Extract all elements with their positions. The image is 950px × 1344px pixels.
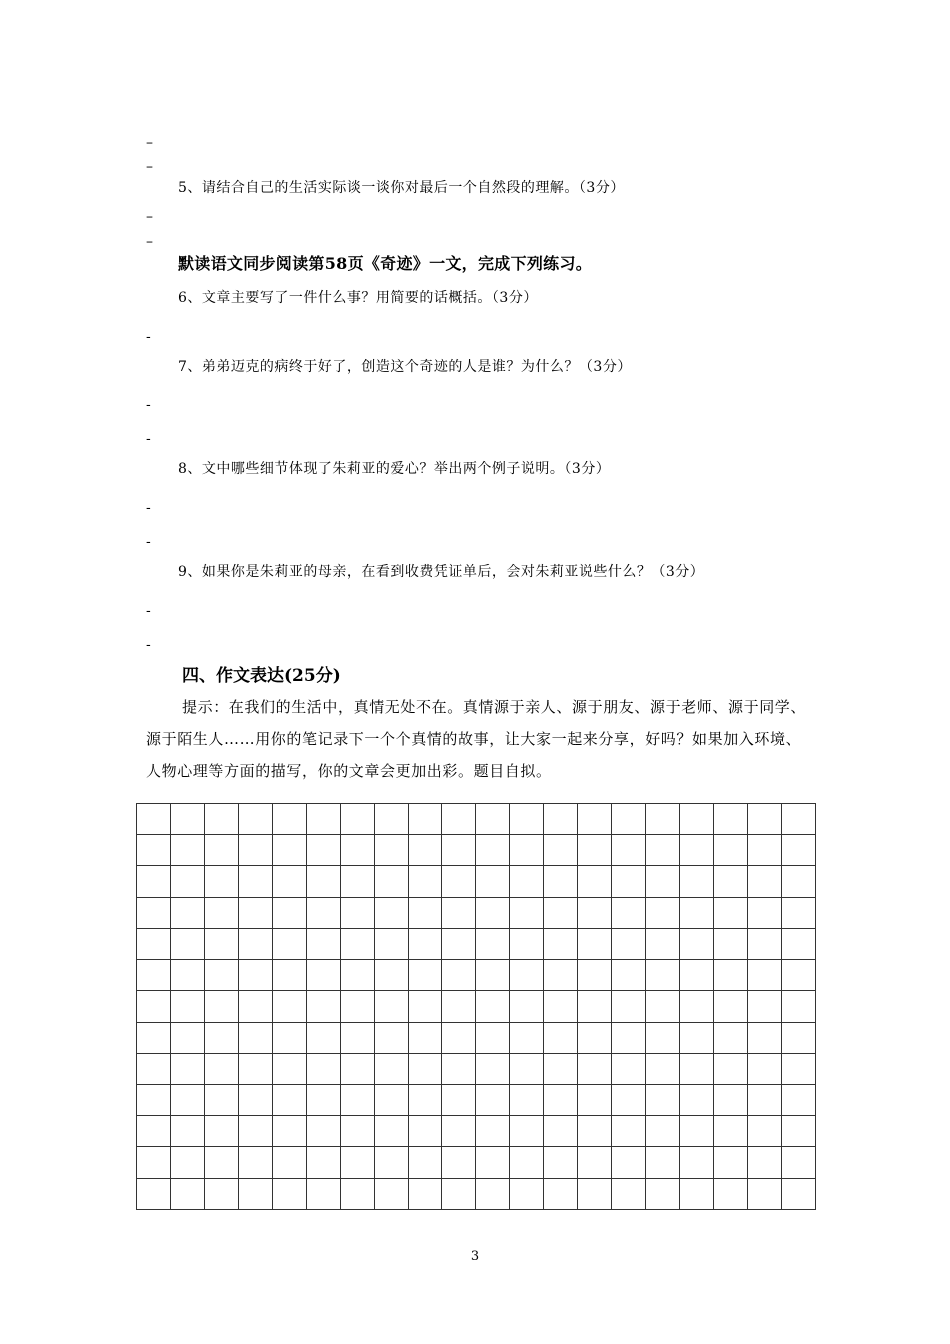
- grid-cell[interactable]: [747, 1178, 781, 1209]
- grid-cell[interactable]: [306, 897, 340, 928]
- grid-cell[interactable]: [374, 1084, 408, 1115]
- grid-cell[interactable]: [170, 1178, 204, 1209]
- grid-cell[interactable]: [747, 804, 781, 835]
- grid-cell[interactable]: [476, 928, 510, 959]
- grid-cell[interactable]: [374, 835, 408, 866]
- grid-cell[interactable]: [476, 866, 510, 897]
- grid-cell[interactable]: [238, 1053, 272, 1084]
- grid-cell[interactable]: [476, 1084, 510, 1115]
- grid-cell[interactable]: [137, 960, 171, 991]
- grid-cell[interactable]: [612, 1022, 646, 1053]
- grid-cell[interactable]: [476, 991, 510, 1022]
- grid-cell[interactable]: [476, 1178, 510, 1209]
- grid-cell[interactable]: [170, 1022, 204, 1053]
- grid-cell[interactable]: [137, 1178, 171, 1209]
- grid-cell[interactable]: [204, 835, 238, 866]
- grid-cell[interactable]: [442, 804, 476, 835]
- grid-cell[interactable]: [680, 1147, 714, 1178]
- grid-cell[interactable]: [510, 1053, 544, 1084]
- grid-cell[interactable]: [137, 804, 171, 835]
- grid-cell[interactable]: [578, 866, 612, 897]
- grid-cell[interactable]: [680, 960, 714, 991]
- grid-cell[interactable]: [747, 991, 781, 1022]
- grid-row: [137, 1053, 816, 1084]
- grid-cell[interactable]: [238, 897, 272, 928]
- grid-cell[interactable]: [170, 991, 204, 1022]
- grid-row: [137, 991, 816, 1022]
- grid-cell[interactable]: [747, 1147, 781, 1178]
- grid-cell[interactable]: [680, 804, 714, 835]
- grid-cell[interactable]: [170, 928, 204, 959]
- grid-cell[interactable]: [306, 1084, 340, 1115]
- grid-cell[interactable]: [137, 991, 171, 1022]
- grid-cell[interactable]: [544, 1022, 578, 1053]
- grid-cell[interactable]: [680, 835, 714, 866]
- grid-cell[interactable]: [306, 1147, 340, 1178]
- grid-cell[interactable]: [408, 835, 442, 866]
- answer-line-marker: –: [146, 135, 153, 151]
- grid-cell[interactable]: [781, 1084, 815, 1115]
- grid-cell[interactable]: [137, 897, 171, 928]
- grid-cell[interactable]: [170, 960, 204, 991]
- grid-cell[interactable]: [646, 1147, 680, 1178]
- grid-cell[interactable]: [612, 866, 646, 897]
- grid-cell[interactable]: [272, 1022, 306, 1053]
- grid-cell[interactable]: [646, 835, 680, 866]
- grid-cell[interactable]: [578, 1147, 612, 1178]
- grid-cell[interactable]: [612, 960, 646, 991]
- grid-cell[interactable]: [713, 1022, 747, 1053]
- grid-cell[interactable]: [374, 1116, 408, 1147]
- grid-cell[interactable]: [272, 1116, 306, 1147]
- grid-row: [137, 1084, 816, 1115]
- grid-cell[interactable]: [578, 1084, 612, 1115]
- grid-cell[interactable]: [544, 1084, 578, 1115]
- grid-cell[interactable]: [680, 1053, 714, 1084]
- grid-cell[interactable]: [306, 1178, 340, 1209]
- grid-cell[interactable]: [781, 1116, 815, 1147]
- grid-cell[interactable]: [306, 991, 340, 1022]
- grid-cell[interactable]: [747, 866, 781, 897]
- grid-row: [137, 960, 816, 991]
- grid-cell[interactable]: [713, 1116, 747, 1147]
- grid-cell[interactable]: [374, 897, 408, 928]
- grid-cell[interactable]: [340, 866, 374, 897]
- grid-cell[interactable]: [340, 928, 374, 959]
- grid-cell[interactable]: [137, 1147, 171, 1178]
- grid-cell[interactable]: [340, 835, 374, 866]
- grid-cell[interactable]: [340, 1178, 374, 1209]
- grid-cell[interactable]: [170, 1147, 204, 1178]
- grid-cell[interactable]: [340, 1022, 374, 1053]
- grid-cell[interactable]: [646, 991, 680, 1022]
- grid-cell[interactable]: [340, 804, 374, 835]
- grid-cell[interactable]: [272, 991, 306, 1022]
- grid-cell[interactable]: [646, 1116, 680, 1147]
- question-9: 9、如果你是朱莉亚的母亲，在看到收费凭证单后，会对朱莉亚说些什么？（3分）: [178, 564, 705, 580]
- grid-cell[interactable]: [204, 928, 238, 959]
- grid-cell[interactable]: [272, 1178, 306, 1209]
- grid-cell[interactable]: [544, 928, 578, 959]
- grid-cell[interactable]: [272, 897, 306, 928]
- grid-cell[interactable]: [578, 1178, 612, 1209]
- grid-cell[interactable]: [340, 897, 374, 928]
- grid-cell[interactable]: [137, 835, 171, 866]
- page-number: 3: [470, 1249, 480, 1264]
- grid-cell[interactable]: [544, 866, 578, 897]
- grid-cell[interactable]: [137, 1116, 171, 1147]
- grid-cell[interactable]: [170, 1084, 204, 1115]
- grid-cell[interactable]: [510, 1147, 544, 1178]
- grid-cell[interactable]: [544, 1178, 578, 1209]
- grid-cell[interactable]: [544, 804, 578, 835]
- grid-cell[interactable]: [137, 866, 171, 897]
- grid-cell[interactable]: [781, 991, 815, 1022]
- grid-row: [137, 1178, 816, 1209]
- grid-cell[interactable]: [238, 1178, 272, 1209]
- grid-cell[interactable]: [544, 1147, 578, 1178]
- grid-cell[interactable]: [781, 1147, 815, 1178]
- grid-cell[interactable]: [680, 1116, 714, 1147]
- grid-cell[interactable]: [204, 1178, 238, 1209]
- grid-cell[interactable]: [306, 1022, 340, 1053]
- grid-cell[interactable]: [272, 1084, 306, 1115]
- grid-cell[interactable]: [747, 1084, 781, 1115]
- answer-line-marker: -: [146, 603, 151, 619]
- grid-cell[interactable]: [272, 1053, 306, 1084]
- grid-cell[interactable]: [272, 1147, 306, 1178]
- grid-cell[interactable]: [713, 804, 747, 835]
- grid-cell[interactable]: [578, 804, 612, 835]
- grid-cell[interactable]: [510, 897, 544, 928]
- grid-cell[interactable]: [578, 960, 612, 991]
- grid-cell[interactable]: [170, 1116, 204, 1147]
- grid-cell[interactable]: [781, 960, 815, 991]
- grid-cell[interactable]: [747, 835, 781, 866]
- grid-cell[interactable]: [408, 1022, 442, 1053]
- grid-cell[interactable]: [408, 804, 442, 835]
- grid-cell[interactable]: [781, 835, 815, 866]
- grid-cell[interactable]: [680, 991, 714, 1022]
- grid-cell[interactable]: [578, 928, 612, 959]
- grid-cell[interactable]: [442, 1022, 476, 1053]
- grid-cell[interactable]: [306, 928, 340, 959]
- grid-cell[interactable]: [713, 1178, 747, 1209]
- grid-cell[interactable]: [578, 1053, 612, 1084]
- grid-cell[interactable]: [713, 1084, 747, 1115]
- grid-cell[interactable]: [646, 866, 680, 897]
- grid-cell[interactable]: [306, 866, 340, 897]
- grid-cell[interactable]: [374, 1178, 408, 1209]
- grid-cell[interactable]: [137, 928, 171, 959]
- answer-line-marker: -: [146, 397, 151, 413]
- grid-cell[interactable]: [170, 1053, 204, 1084]
- grid-cell[interactable]: [408, 1116, 442, 1147]
- grid-cell[interactable]: [408, 866, 442, 897]
- grid-cell[interactable]: [578, 1116, 612, 1147]
- grid-cell[interactable]: [340, 1147, 374, 1178]
- grid-cell[interactable]: [646, 1084, 680, 1115]
- grid-row: [137, 897, 816, 928]
- grid-cell[interactable]: [238, 960, 272, 991]
- grid-cell[interactable]: [306, 804, 340, 835]
- grid-cell[interactable]: [374, 1147, 408, 1178]
- grid-cell[interactable]: [612, 1116, 646, 1147]
- grid-row: [137, 835, 816, 866]
- grid-cell[interactable]: [680, 866, 714, 897]
- answer-line-marker: –: [146, 159, 153, 175]
- grid-cell[interactable]: [781, 897, 815, 928]
- grid-cell[interactable]: [781, 1053, 815, 1084]
- grid-cell[interactable]: [713, 960, 747, 991]
- grid-cell[interactable]: [442, 928, 476, 959]
- grid-cell[interactable]: [612, 1178, 646, 1209]
- grid-cell[interactable]: [680, 1178, 714, 1209]
- grid-row: [137, 928, 816, 959]
- grid-cell[interactable]: [408, 897, 442, 928]
- grid-cell[interactable]: [442, 960, 476, 991]
- grid-cell[interactable]: [612, 897, 646, 928]
- question-5: 5、请结合自己的生活实际谈一谈你对最后一个自然段的理解。（3分）: [178, 180, 625, 196]
- grid-cell[interactable]: [408, 1178, 442, 1209]
- grid-cell[interactable]: [713, 1053, 747, 1084]
- grid-cell[interactable]: [442, 835, 476, 866]
- grid-cell[interactable]: [476, 1022, 510, 1053]
- grid-cell[interactable]: [442, 1178, 476, 1209]
- reading-instruction: 默读语文同步阅读第58页《奇迹》一文，完成下列练习。: [178, 254, 593, 273]
- grid-cell[interactable]: [781, 928, 815, 959]
- grid-row: [137, 866, 816, 897]
- grid-cell[interactable]: [204, 866, 238, 897]
- grid-cell[interactable]: [680, 928, 714, 959]
- grid-cell[interactable]: [238, 1084, 272, 1115]
- grid-cell[interactable]: [510, 960, 544, 991]
- grid-cell[interactable]: [272, 804, 306, 835]
- grid-cell[interactable]: [544, 1116, 578, 1147]
- grid-cell[interactable]: [374, 1053, 408, 1084]
- essay-prompt: 提示：在我们的生活中，真情无处不在。真情源于亲人、源于朋友、源于老师、源于同学、源于陌生人……用你的笔记录下一个个真情的故事，让大家一起来分享，好吗？如果加入环境、人物心理等方面的描写，你的文章会更加出彩。题目自拟。: [146, 698, 807, 780]
- grid-cell[interactable]: [170, 804, 204, 835]
- grid-cell[interactable]: [476, 897, 510, 928]
- grid-cell[interactable]: [544, 835, 578, 866]
- grid-cell[interactable]: [340, 1116, 374, 1147]
- grid-cell[interactable]: [170, 897, 204, 928]
- grid-cell[interactable]: [680, 1022, 714, 1053]
- grid-cell[interactable]: [442, 1053, 476, 1084]
- grid-cell[interactable]: [713, 1147, 747, 1178]
- grid-cell[interactable]: [340, 991, 374, 1022]
- grid-cell[interactable]: [238, 928, 272, 959]
- grid-cell[interactable]: [374, 804, 408, 835]
- grid-cell[interactable]: [612, 991, 646, 1022]
- grid-cell[interactable]: [544, 960, 578, 991]
- grid-cell[interactable]: [442, 1116, 476, 1147]
- grid-cell[interactable]: [713, 991, 747, 1022]
- grid-cell[interactable]: [340, 960, 374, 991]
- grid-cell[interactable]: [170, 835, 204, 866]
- grid-cell[interactable]: [442, 897, 476, 928]
- grid-cell[interactable]: [612, 1147, 646, 1178]
- grid-cell[interactable]: [137, 1022, 171, 1053]
- grid-cell[interactable]: [713, 835, 747, 866]
- grid-cell[interactable]: [238, 835, 272, 866]
- answer-line-marker: –: [146, 209, 153, 225]
- grid-row: [137, 1147, 816, 1178]
- question-8: 8、文中哪些细节体现了朱莉亚的爱心？举出两个例子说明。（3分）: [178, 461, 611, 477]
- grid-cell[interactable]: [476, 1147, 510, 1178]
- grid-cell[interactable]: [442, 866, 476, 897]
- grid-cell[interactable]: [544, 991, 578, 1022]
- grid-cell[interactable]: [340, 1053, 374, 1084]
- grid-cell[interactable]: [646, 1178, 680, 1209]
- grid-cell[interactable]: [612, 804, 646, 835]
- grid-cell[interactable]: [747, 1116, 781, 1147]
- grid-cell[interactable]: [374, 991, 408, 1022]
- grid-cell[interactable]: [340, 1084, 374, 1115]
- grid-cell[interactable]: [781, 1178, 815, 1209]
- grid-cell[interactable]: [510, 835, 544, 866]
- grid-cell[interactable]: [204, 1116, 238, 1147]
- grid-cell[interactable]: [578, 1022, 612, 1053]
- grid-cell[interactable]: [510, 1178, 544, 1209]
- grid-cell[interactable]: [476, 804, 510, 835]
- grid-cell[interactable]: [510, 1116, 544, 1147]
- grid-cell[interactable]: [137, 1084, 171, 1115]
- grid-cell[interactable]: [476, 1116, 510, 1147]
- grid-cell[interactable]: [781, 866, 815, 897]
- grid-cell[interactable]: [578, 991, 612, 1022]
- answer-line-marker: -: [146, 329, 151, 345]
- writing-grid[interactable]: [136, 803, 816, 1210]
- grid-cell[interactable]: [544, 897, 578, 928]
- grid-cell[interactable]: [713, 897, 747, 928]
- grid-row: [137, 804, 816, 835]
- grid-cell[interactable]: [408, 960, 442, 991]
- grid-cell[interactable]: [442, 991, 476, 1022]
- grid-cell[interactable]: [306, 1116, 340, 1147]
- grid-cell[interactable]: [646, 960, 680, 991]
- grid-cell[interactable]: [306, 835, 340, 866]
- grid-cell[interactable]: [238, 991, 272, 1022]
- grid-cell[interactable]: [272, 928, 306, 959]
- grid-cell[interactable]: [510, 991, 544, 1022]
- grid-cell[interactable]: [204, 1022, 238, 1053]
- grid-cell[interactable]: [747, 960, 781, 991]
- grid-cell[interactable]: [646, 897, 680, 928]
- grid-cell[interactable]: [510, 928, 544, 959]
- answer-line-marker: -: [146, 500, 151, 516]
- grid-cell[interactable]: [238, 804, 272, 835]
- grid-cell[interactable]: [578, 835, 612, 866]
- answer-line-marker: -: [146, 534, 151, 550]
- grid-row: [137, 1116, 816, 1147]
- grid-cell[interactable]: [442, 1084, 476, 1115]
- grid-cell[interactable]: [646, 928, 680, 959]
- grid-cell[interactable]: [510, 1022, 544, 1053]
- grid-cell[interactable]: [612, 928, 646, 959]
- grid-cell[interactable]: [204, 960, 238, 991]
- grid-cell[interactable]: [747, 1053, 781, 1084]
- grid-cell[interactable]: [476, 960, 510, 991]
- grid-cell[interactable]: [204, 897, 238, 928]
- grid-cell[interactable]: [306, 1053, 340, 1084]
- grid-cell[interactable]: [170, 866, 204, 897]
- grid-cell[interactable]: [781, 804, 815, 835]
- grid-cell[interactable]: [204, 991, 238, 1022]
- grid-cell[interactable]: [204, 1053, 238, 1084]
- grid-cell[interactable]: [646, 804, 680, 835]
- grid-cell[interactable]: [408, 928, 442, 959]
- grid-row: [137, 1022, 816, 1053]
- grid-cell[interactable]: [646, 1053, 680, 1084]
- grid-cell[interactable]: [680, 897, 714, 928]
- grid-cell[interactable]: [137, 1053, 171, 1084]
- grid-cell[interactable]: [408, 1053, 442, 1084]
- grid-cell[interactable]: [204, 1084, 238, 1115]
- grid-cell[interactable]: [510, 866, 544, 897]
- grid-cell[interactable]: [544, 1053, 578, 1084]
- grid-cell[interactable]: [272, 960, 306, 991]
- answer-line-marker: -: [146, 637, 151, 653]
- grid-cell[interactable]: [272, 835, 306, 866]
- grid-cell[interactable]: [476, 835, 510, 866]
- grid-cell[interactable]: [646, 1022, 680, 1053]
- grid-cell[interactable]: [747, 897, 781, 928]
- grid-cell[interactable]: [374, 1022, 408, 1053]
- grid-cell[interactable]: [306, 960, 340, 991]
- grid-cell[interactable]: [238, 1147, 272, 1178]
- grid-cell[interactable]: [238, 1116, 272, 1147]
- grid-cell[interactable]: [408, 1084, 442, 1115]
- grid-cell[interactable]: [578, 897, 612, 928]
- grid-cell[interactable]: [476, 1053, 510, 1084]
- grid-cell[interactable]: [408, 1147, 442, 1178]
- grid-cell[interactable]: [442, 1147, 476, 1178]
- grid-cell[interactable]: [680, 1084, 714, 1115]
- grid-cell[interactable]: [408, 991, 442, 1022]
- grid-cell[interactable]: [713, 866, 747, 897]
- grid-cell[interactable]: [374, 960, 408, 991]
- grid-cell[interactable]: [204, 1147, 238, 1178]
- grid-cell[interactable]: [713, 928, 747, 959]
- grid-cell[interactable]: [747, 928, 781, 959]
- grid-cell[interactable]: [612, 1053, 646, 1084]
- grid-cell[interactable]: [747, 1022, 781, 1053]
- grid-cell[interactable]: [510, 804, 544, 835]
- grid-cell[interactable]: [374, 928, 408, 959]
- section-4-title: 四、作文表达(25分): [182, 666, 341, 686]
- question-7: 7、弟弟迈克的病终于好了，创造这个奇迹的人是谁？为什么？（3分）: [178, 359, 632, 375]
- grid-cell[interactable]: [781, 1022, 815, 1053]
- grid-cell[interactable]: [374, 866, 408, 897]
- grid-cell[interactable]: [272, 866, 306, 897]
- grid-cell[interactable]: [510, 1084, 544, 1115]
- answer-line-marker: –: [146, 234, 153, 250]
- grid-cell[interactable]: [238, 1022, 272, 1053]
- grid-cell[interactable]: [204, 804, 238, 835]
- grid-cell[interactable]: [238, 866, 272, 897]
- grid-cell[interactable]: [612, 835, 646, 866]
- question-6: 6、文章主要写了一件什么事？用简要的话概括。（3分）: [178, 290, 538, 306]
- grid-cell[interactable]: [612, 1084, 646, 1115]
- answer-line-marker: -: [146, 431, 151, 447]
